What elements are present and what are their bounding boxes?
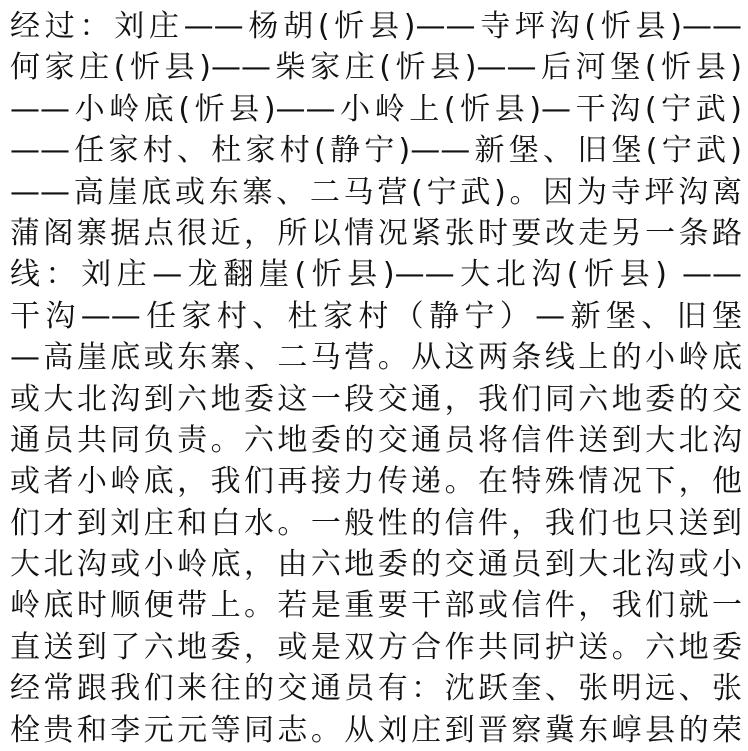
text-line: 经过：刘庄——杨胡(忻县)——寺坪沟(忻县)——	[10, 9, 742, 44]
text-line: ——小岭底(忻县)——小岭上(忻县)—干沟(宁武)	[10, 91, 742, 127]
text-line: ——高崖底或东寨、二马营(宁武)。因为寺坪沟离	[10, 174, 742, 210]
text-line: 们才到刘庄和白水。一般性的信件，我们也只送到	[10, 505, 742, 541]
text-line: 干沟——任家村、杜家村（静宁）—新堡、旧堡	[10, 298, 742, 334]
text-line: 栓贵和李元元等同志。从刘庄到晋察冀东崞县的荣	[10, 712, 742, 748]
text-line: 或者小岭底，我们再接力传递。在特殊情况下，他	[10, 464, 742, 500]
text-line: 岭底时顺便带上。若是重要干部或信件，我们就一	[10, 588, 742, 624]
text-line: 蒲阁寨据点很近，所以情况紧张时要改走另一条路	[10, 215, 742, 251]
text-line: 经常跟我们来往的交通员有：沈跃奎、张明远、张	[10, 671, 742, 707]
text-line: 何家庄(忻县)——柴家庄(忻县)——后河堡(忻县)	[10, 50, 742, 86]
text-line: —高崖底或东寨、二马营。从这两条线上的小岭底	[10, 340, 742, 376]
text-line: 直送到了六地委，或是双方合作共同护送。六地委	[10, 629, 742, 665]
text-line: 线：刘庄—龙翻崖(忻县)——大北沟(忻县) ——	[10, 257, 742, 293]
text-line: 大北沟或小岭底，由六地委的交通员到大北沟或小	[10, 547, 742, 583]
text-line: ——任家村、杜家村(静宁)——新堡、旧堡(宁武)	[10, 133, 742, 169]
text-line: 通员共同负责。六地委的交通员将信件送到大北沟	[10, 422, 742, 458]
text-line: 或大北沟到六地委这一段交通，我们同六地委的交	[10, 381, 742, 417]
